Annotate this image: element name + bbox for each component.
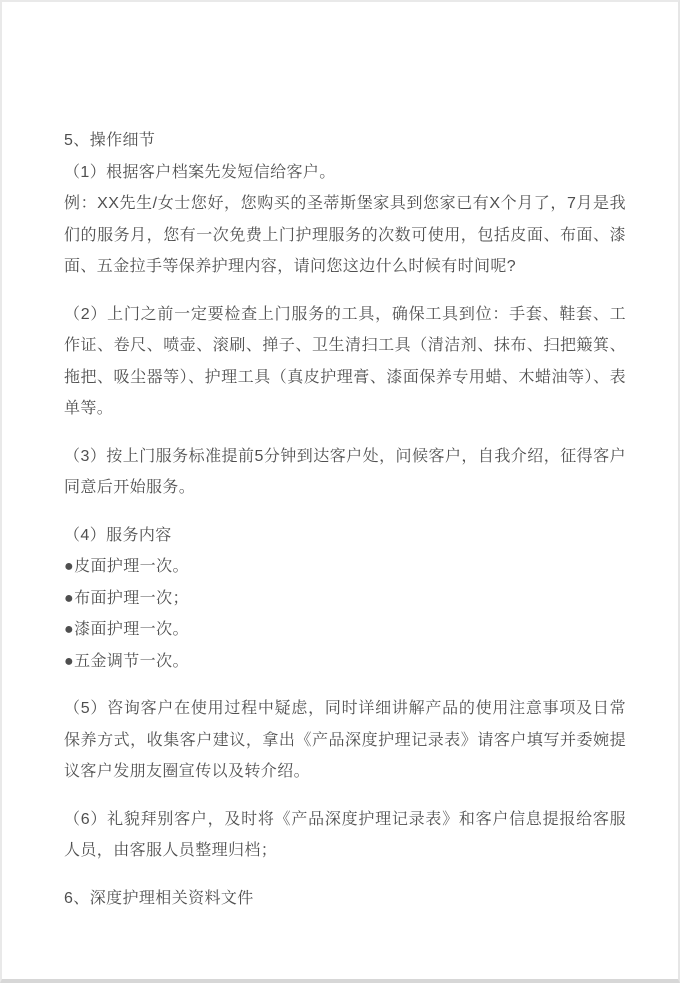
list-item-text: 布面护理一次； <box>74 589 189 607</box>
list-item <box>64 646 626 678</box>
step-4-title: （4）服务内容 <box>64 526 172 544</box>
step-1-text: （1）根据客户档案先发短信给客户。 <box>64 163 336 181</box>
list-item <box>64 614 626 646</box>
step-2-text: （2）上门之前一定要检查上门服务的工具，确保工具到位：手套、鞋套、工作证、卷尺、喷壶、滚刷、掸子、卫生清扫工具（清洁剂、抹布、扫把簸箕、拖把、吸尘器等）、护理工具（真皮护理膏、漆面保养专用蜡、木蜡油等）、表单等。 <box>64 305 626 417</box>
step-5-text: （5）咨询客户在使用过程中疑虑，同时详细讲解产品的使用注意事项及日常保养方式，收集客户建议，拿出《产品深度护理记录表》请客户填写并委婉提议客户发朋友圈宣传以及转介绍。 <box>64 700 626 780</box>
list-item <box>64 583 626 615</box>
bullet-icon: ● <box>64 558 75 575</box>
bullet-icon: ● <box>64 621 75 638</box>
section-heading-5: 5、操作细节 <box>64 132 156 149</box>
section-operation-details <box>64 125 626 283</box>
sms-example-text: 例：XX先生/女士您好，您购买的圣蒂斯堡家具到您家已有X个月了，7月是我们的服务月，您有一次免费上门护理服务的次数可使用，包括皮面、布面、漆面、五金拉手等保养护理内容，请问您这边什么时候有时间呢? <box>64 195 626 275</box>
step-3-text: （3）按上门服务标准提前5分钟到达客户处，问候客户，自我介绍，征得客户同意后开始服务。 <box>64 447 626 496</box>
bullet-icon: ● <box>64 652 75 670</box>
document-content <box>2 2 678 914</box>
bullet-icon: ● <box>64 589 75 607</box>
section-heading-6: 6、深度护理相关资料文件 <box>64 889 254 907</box>
list-item-text: 漆面护理一次。 <box>74 621 189 638</box>
step-6-text: （6）礼貌拜别客户，及时将《产品深度护理记录表》和客户信息提报给客服人员，由客服人员整理归档； <box>64 810 626 859</box>
list-item-text: 皮面护理一次。 <box>74 558 189 575</box>
list-item <box>64 551 626 583</box>
list-item-text: 五金调节一次。 <box>74 652 189 670</box>
service-content-list <box>64 520 626 678</box>
